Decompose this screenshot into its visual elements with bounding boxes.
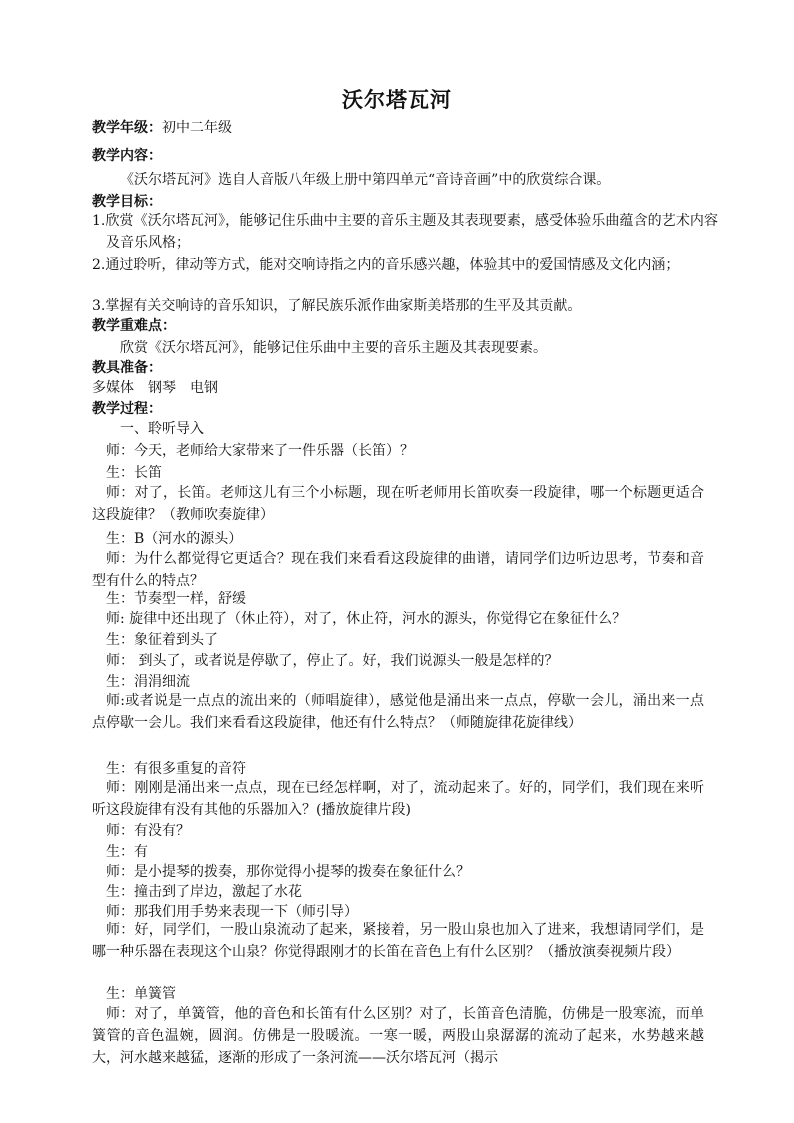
- dialogue-line: 生：象征着到头了: [106, 632, 218, 648]
- dialogue-line: 师：今天，老师给大家带来了一件乐器（长笛）？: [106, 443, 414, 459]
- tools-text: 多媒体 钢琴 电钢: [92, 380, 218, 396]
- content-text: 《沃尔塔瓦河》选自人音版八年级上册中第四单元“音诗音画”中的欣赏综合课。: [120, 172, 611, 188]
- goals-heading: 教学目标：: [92, 194, 162, 210]
- dialogue-line: 师：是小提琴的拨奏，那你觉得小提琴的拨奏在象征什么？: [106, 864, 470, 880]
- dialogue-line: 生：撞击到了岸边，激起了水花: [106, 884, 302, 900]
- grade-label: 教学年级：: [92, 120, 162, 136]
- tools-heading: 教具准备：: [92, 360, 162, 376]
- dialogue-paragraph: 师：为什么都觉得它更适合？现在我们来看看这段旋律的曲谱，请同学们边听边思考，节奏和音型有什么的特点？: [92, 551, 704, 589]
- key-points-heading: 教学重难点：: [92, 318, 176, 334]
- grade-line: [92, 118, 232, 138]
- page-title: 沃尔塔瓦河: [342, 88, 452, 112]
- dialogue-line: 生：单簧管: [106, 986, 176, 1002]
- dialogue-line: 师：那我们用手势来表现一下（师引导）: [106, 904, 358, 920]
- dialogue-line: 生：长笛: [106, 465, 162, 481]
- dialogue-paragraph: 师：对了，长笛。老师这儿有三个小标题，现在听老师用长笛吹奏一段旋律，哪一个标题更适合这段旋律？（教师吹奏旋律）: [92, 485, 704, 523]
- dialogue-line: 生：有: [106, 844, 148, 860]
- dialogue-line: 生：B（河水的源头）: [106, 531, 243, 547]
- content-heading: 教学内容：: [92, 148, 162, 164]
- dialogue-line: 生：有很多重复的音符: [106, 761, 246, 777]
- grade-value: 初中二年级: [162, 120, 232, 136]
- dialogue-line: 师：有没有？: [106, 823, 190, 839]
- dialogue-paragraph: 师：刚刚是涌出来一点点，现在已经怎样啊，对了，流动起来了。好的，同学们，我们现在来听听这段旋律有没有其他的乐器加入？(播放旋律片段): [92, 780, 704, 818]
- goal-item-1: 1.欣赏《沃尔塔瓦河》，能够记住乐曲中主要的音乐主题及其表现要素，感受体验乐曲蕴含的艺术内容及音乐风格；: [92, 213, 718, 251]
- dialogue-paragraph: 师:或者说是一点点的流出来的（师唱旋律），感觉他是涌出来一点点，停歇一会儿，涌出来一点点停歇一会儿。我们来看看这段旋律，他还有什么特点？（师随旋律花旋律线）: [92, 693, 704, 731]
- section-heading-1: 一、聆听导入: [120, 421, 204, 437]
- dialogue-line: 生：涓涓细流: [106, 674, 190, 690]
- dialogue-line: 师： 到头了，或者说是停歇了，停止了。好，我们说源头一般是怎样的？: [106, 653, 559, 669]
- key-points-text: 欣赏《沃尔塔瓦河》，能够记住乐曲中主要的音乐主题及其表现要素。: [120, 340, 547, 356]
- goal-item-3: 3.掌握有关交响诗的音乐知识，了解民族乐派作曲家斯美塔那的生平及其贡献。: [92, 298, 582, 314]
- dialogue-line: 师: 旋律中还出现了（休止符），对了，休止符，河水的源头，你觉得它在象征什么？: [106, 611, 627, 627]
- dialogue-paragraph: 师：好，同学们，一股山泉流动了起来，紧接着，另一股山泉也加入了进来，我想请同学们，是哪一种乐器在表现这个山泉？你觉得跟刚才的长笛在音色上有什么区别？（播放演奏视频片段）: [92, 922, 704, 960]
- dialogue-line: 生：节奏型一样，舒缓: [106, 591, 246, 607]
- process-heading: 教学过程：: [92, 401, 162, 417]
- dialogue-paragraph: 师：对了，单簧管，他的音色和长笛有什么区别？对了，长笛音色清脆，仿佛是一股寒流，而单簧管的音色温婉，圆润。仿佛是一股暖流。一寒一暖，两股山泉潺潺的流动了起来，水势越来越大，河水越来越猛，逐渐的形成了一条河流——沃尔塔瓦河（揭示: [92, 1006, 704, 1066]
- goal-item-2: 2.通过聆听，律动等方式，能对交响诗指之内的音乐感兴趣，体验其中的爱国情感及文化内涵；: [92, 257, 680, 273]
